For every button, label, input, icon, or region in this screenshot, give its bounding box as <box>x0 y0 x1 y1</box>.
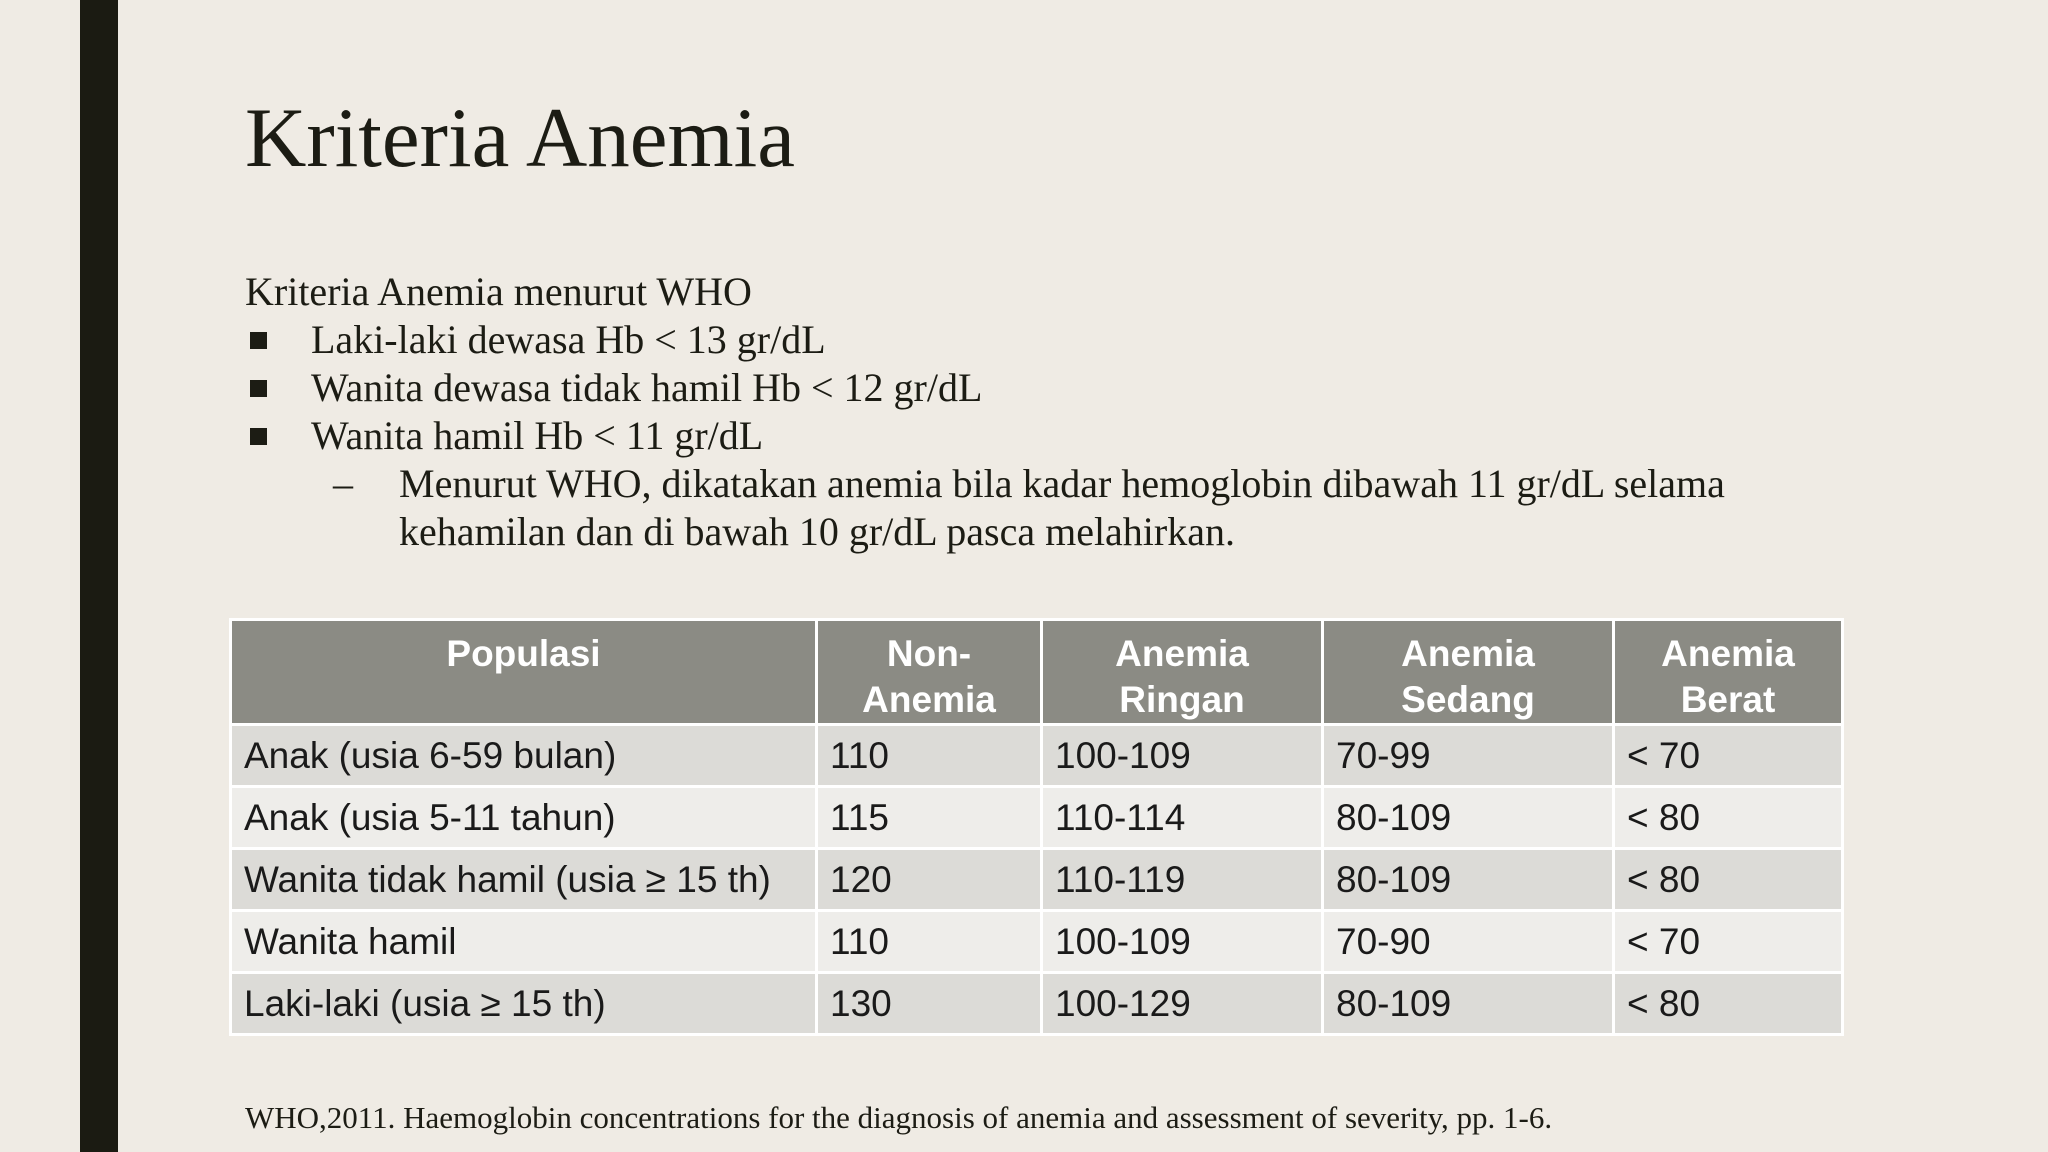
bullet-item <box>245 316 1845 364</box>
citation-footnote: WHO,2011. Haemoglobin concentrations for the diagnosis of anemia and assessment of severity, pp. 1-6. <box>245 1100 1553 1135</box>
header-anemia-ringan: Anemia Ringan <box>1042 620 1323 725</box>
cell-anemia-sedang: 80-109 <box>1323 973 1614 1035</box>
cell-anemia-ringan: 100-129 <box>1042 973 1323 1035</box>
cell-anemia-ringan: 110-114 <box>1042 787 1323 849</box>
bullet-item <box>245 364 1845 412</box>
cell-anemia-ringan: 100-109 <box>1042 725 1323 787</box>
cell-non-anemia: 110 <box>817 725 1042 787</box>
cell-anemia-ringan: 110-119 <box>1042 849 1323 911</box>
anemia-table-container <box>229 618 1844 1036</box>
bullet-item <box>245 412 1845 460</box>
square-bullet-icon <box>250 332 267 349</box>
cell-anemia-berat: < 80 <box>1614 973 1843 1035</box>
cell-non-anemia: 110 <box>817 911 1042 973</box>
table-row <box>231 911 1843 973</box>
cell-non-anemia: 115 <box>817 787 1042 849</box>
cell-populasi: Anak (usia 5-11 tahun) <box>231 787 817 849</box>
slide-title: Kriteria Anemia <box>245 91 795 185</box>
cell-anemia-sedang: 70-99 <box>1323 725 1614 787</box>
table-header-row <box>231 620 1843 725</box>
bullet-text: Laki-laki dewasa Hb < 13 gr/dL <box>311 317 826 362</box>
cell-populasi: Anak (usia 6-59 bulan) <box>231 725 817 787</box>
cell-anemia-berat: < 70 <box>1614 725 1843 787</box>
dash-bullet-icon: – <box>333 461 353 506</box>
header-populasi: Populasi <box>231 620 817 725</box>
cell-populasi: Laki-laki (usia ≥ 15 th) <box>231 973 817 1035</box>
bullet-list <box>245 316 1845 460</box>
cell-anemia-berat: < 70 <box>1614 911 1843 973</box>
table-row <box>231 849 1843 911</box>
sub-bullet-text: Menurut WHO, dikatakan anemia bila kadar hemoglobin dibawah 11 gr/dL selama kehamilan dan di bawah 10 gr/dL pasca melahirkan. <box>399 461 1725 554</box>
cell-non-anemia: 120 <box>817 849 1042 911</box>
anemia-criteria-table <box>229 618 1844 1036</box>
table-row <box>231 973 1843 1035</box>
header-non-anemia: Non- Anemia <box>817 620 1042 725</box>
header-anemia-berat: Anemia Berat <box>1614 620 1843 725</box>
cell-populasi: Wanita tidak hamil (usia ≥ 15 th) <box>231 849 817 911</box>
header-anemia-sedang: Anemia Sedang <box>1323 620 1614 725</box>
cell-anemia-berat: < 80 <box>1614 849 1843 911</box>
accent-bar <box>80 0 118 1152</box>
bullet-text: Wanita dewasa tidak hamil Hb < 12 gr/dL <box>311 365 983 410</box>
cell-anemia-sedang: 80-109 <box>1323 849 1614 911</box>
square-bullet-icon <box>250 380 267 397</box>
intro-text: Kriteria Anemia menurut WHO <box>245 269 752 314</box>
slide-body <box>245 268 1845 556</box>
table-row <box>231 725 1843 787</box>
cell-anemia-sedang: 70-90 <box>1323 911 1614 973</box>
cell-anemia-ringan: 100-109 <box>1042 911 1323 973</box>
table-row <box>231 787 1843 849</box>
cell-anemia-sedang: 80-109 <box>1323 787 1614 849</box>
cell-anemia-berat: < 80 <box>1614 787 1843 849</box>
cell-non-anemia: 130 <box>817 973 1042 1035</box>
square-bullet-icon <box>250 428 267 445</box>
cell-populasi: Wanita hamil <box>231 911 817 973</box>
bullet-text: Wanita hamil Hb < 11 gr/dL <box>311 413 764 458</box>
sub-bullet-item <box>333 460 1839 556</box>
